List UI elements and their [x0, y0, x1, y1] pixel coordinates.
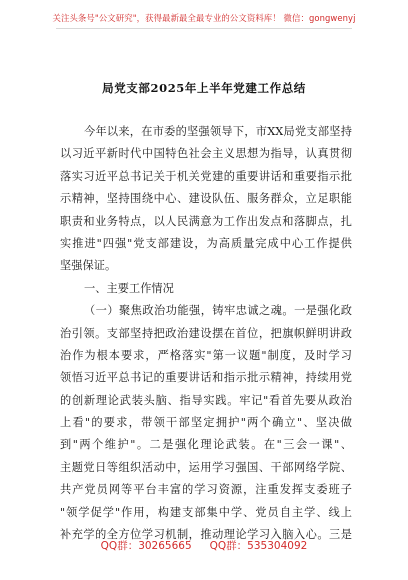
paragraph-line: 今年以来，在市委的坚强领导下，市XX局党支部坚持 [84, 125, 352, 138]
footer-qq-group-2: QQ群：535304092 [209, 540, 308, 552]
paragraph-line: 补充学的全方位学习机制，推动理论学习入脑入心。三是 [60, 528, 352, 542]
paragraph-line: 治作为根本要求，严格落实"第一议题"制度，及时学习 [60, 348, 352, 362]
paragraph-line: 领悟习近平总书记的重要讲话和指示批示精神，持续用党 [60, 371, 352, 385]
paragraph-line: 职责和业务特点，以人民满意为工作出发点和落脚点，扎 [60, 214, 352, 228]
paragraph-line: 主题党日等组织活动中，运用学习强国、干部网络学院、 [60, 460, 352, 474]
paragraph-line: 共产党员网等平台丰富的学习资源，注重发挥支委班子 [60, 483, 352, 497]
paragraph-line: 实推进"四强"党支部建设，为高质量完成中心工作提供 [60, 236, 352, 250]
header-banner: 关注头条号"公文研究"，获得最新最全最专业的公文资料库！ 微信：gongwenyj [52, 13, 356, 23]
paragraph-line: 坚强保证。 [60, 259, 117, 273]
section-heading: 一、主要工作情况 [84, 281, 174, 295]
document-title: 局党支部2025年上半年党建工作总结 [102, 81, 306, 95]
paragraph-line: 示精神，坚持围绕中心、建设队伍、服务群众，立足职能 [60, 192, 352, 206]
paragraph-line: 上看"的要求，带领干部坚定拥护"两个确立"、坚决做 [60, 416, 352, 430]
paragraph-line: 的创新理论武装头脑、指导实践。牢记"看首先要从政治 [60, 393, 352, 407]
document-body [60, 121, 352, 546]
paragraph-line: 落实习近平总书记关于机关党建的重要讲话和重要指示批 [60, 169, 352, 183]
paragraph-line: 治引领。支部坚持把政治建设摆在首位，把旗帜鲜明讲政 [60, 326, 352, 340]
paragraph-line: 到"两个维护"。二是强化理论武装。在"三会一课"、 [60, 438, 352, 452]
paragraph-line: （一）聚焦政治功能强，铸牢忠诚之魂。一是强化政 [84, 304, 352, 318]
paragraph-line: 以习近平新时代中国特色社会主义思想为指导，认真贯彻 [60, 147, 352, 161]
header-divider [56, 28, 352, 29]
footer-contact [0, 538, 408, 553]
footer-qq-group-1: QQ群：30265665 [100, 540, 192, 552]
paragraph-line: "领学促学"作用，构建支部集中学、党员自主学、线上 [60, 505, 352, 519]
